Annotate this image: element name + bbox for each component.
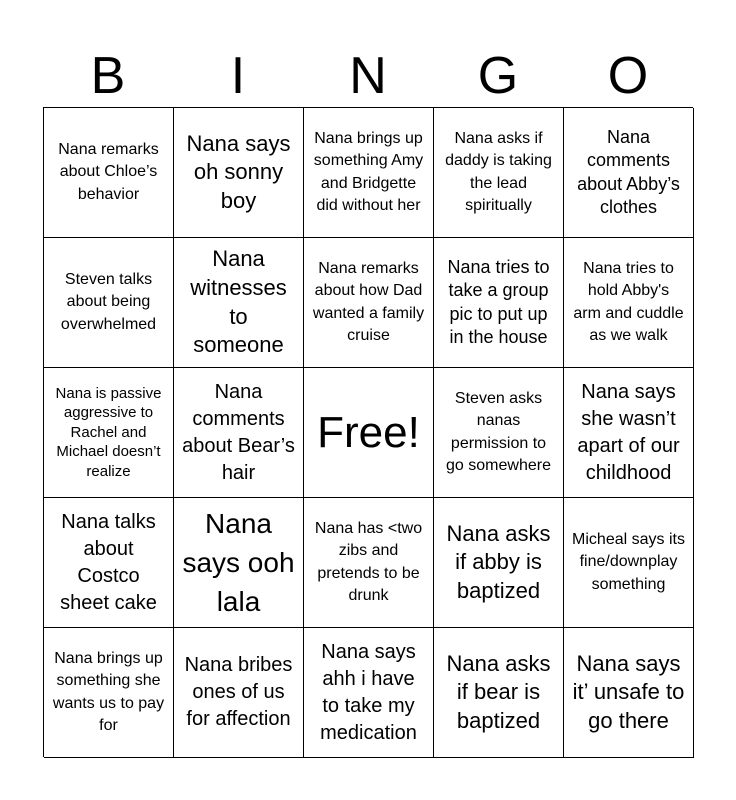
bingo-cell-o3[interactable] [564,368,694,498]
cell-text: Nana talks about Costco sheet cake [60,510,157,614]
header-letter-b: B [90,47,126,105]
bingo-cell-n1[interactable] [304,108,434,238]
bingo-cell-b2[interactable] [44,238,174,368]
header-letter-n: N [349,47,387,105]
bingo-cell-n4[interactable] [304,498,434,628]
bingo-cell-b4[interactable] [44,498,174,628]
cell-text: Nana remarks about how Dad wanted a family cruise [312,259,425,344]
bingo-header [43,46,693,106]
cell-text: Nana brings up something she wants us to pay for [52,649,165,734]
cell-text: Nana comments about Abby’s clothes [577,126,680,217]
cell-text: Nana asks if bear is baptized [446,650,551,733]
bingo-cell-i2[interactable] [174,238,304,368]
cell-text: Nana bribes ones of us for affection [184,654,293,730]
free-space-label: Free! [317,407,420,457]
bingo-board [43,107,693,757]
header-letter-g: G [477,47,519,105]
bingo-cell-g4[interactable] [434,498,564,628]
bingo-cell-b3[interactable] [44,368,174,498]
cell-text: Nana says ahh i have to take my medication [320,640,417,744]
cell-text: Nana comments about Bear’s hair [182,380,295,484]
cell-text: Nana is passive aggressive to Rachel and Michael doesn’t realize [55,384,162,480]
bingo-cell-g1[interactable] [434,108,564,238]
cell-text: Nana asks if daddy is taking the lead spiritually [445,129,552,214]
bingo-cell-o1[interactable] [564,108,694,238]
bingo-cell-i4[interactable] [174,498,304,628]
cell-text: Nana has <two zibs and pretends to be drunk [314,519,423,604]
cell-text: Nana witnesses to someone [190,246,287,358]
bingo-cell-g5[interactable] [434,628,564,758]
bingo-cell-n5[interactable] [304,628,434,758]
bingo-cell-n2[interactable] [304,238,434,368]
bingo-cell-g3[interactable] [434,368,564,498]
bingo-cell-o4[interactable] [564,498,694,628]
cell-text: Nana tries to take a group pic to put up in the house [447,256,550,347]
cell-text: Nana asks if abby is baptized [446,520,551,603]
bingo-cell-o5[interactable] [564,628,694,758]
bingo-cell-o2[interactable] [564,238,694,368]
bingo-cell-i3[interactable] [174,368,304,498]
cell-text: Nana says she wasn’t apart of our childhood [577,380,680,484]
cell-text: Micheal says its fine/downplay something [572,530,685,593]
bingo-cell-i1[interactable] [174,108,304,238]
cell-text: Nana remarks about Chloe’s behavior [58,140,159,203]
cell-text: Nana says it’ unsafe to go there [572,650,685,733]
header-letter-i: I [230,47,246,105]
bingo-cell-i5[interactable] [174,628,304,758]
bingo-cell-b5[interactable] [44,628,174,758]
cell-text: Steven asks nanas permission to go somewhere [446,389,551,474]
bingo-cell-g2[interactable] [434,238,564,368]
bingo-cell-b1[interactable] [44,108,174,238]
cell-text: Steven talks about being overwhelmed [60,270,157,333]
cell-text: Nana tries to hold Abby's arm and cuddle as we walk [573,259,684,344]
cell-text: Nana brings up something Amy and Bridgette did without her [313,129,424,214]
cell-text: Nana says oh sonny boy [186,130,291,213]
header-letter-o: O [607,47,649,105]
bingo-cell-free[interactable] [304,368,434,498]
cell-text: Nana says ooh lala [182,507,295,618]
